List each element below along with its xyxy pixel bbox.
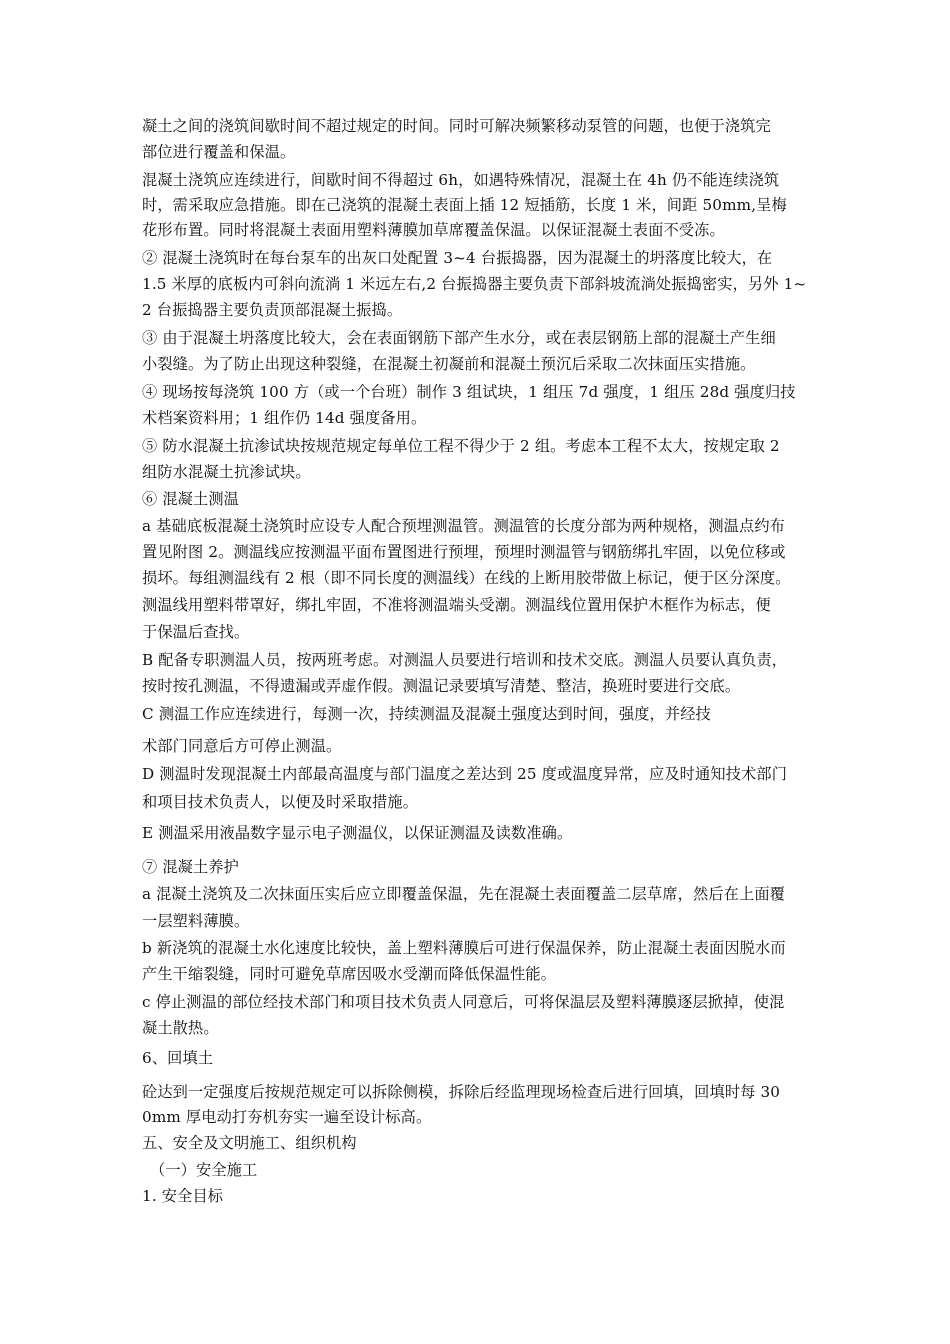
text-line: 凝土散热。 xyxy=(142,1019,219,1037)
text-line: 按时按孔测温，不得遗漏或弄虚作假。测温记录要填写清楚、整洁，换班时要进行交底。 xyxy=(142,677,741,695)
text-line: D 测温时发现混凝土内部最高温度与部门温度之差达到 25 度或温度异常，应及时通知技术部门 xyxy=(142,765,788,783)
text-line: B 配备专职测温人员，按两班考虑。对测温人员要进行培训和技术交底。测温人员要认真负责， xyxy=(142,651,788,669)
text-line: c 停止测温的部位经技术部门和项目技术负责人同意后，可将保温层及塑料薄膜逐层掀掉，使混 xyxy=(142,993,785,1011)
text-line: 混凝土浇筑应连续进行，间歇时间不得超过 6h，如遇特殊情况，混凝土在 4h 仍不能连续浇筑 xyxy=(142,171,780,189)
text-line: E 测温采用液晶数字显示电子测温仪，以保证测温及读数准确。 xyxy=(142,824,573,842)
text-line: 1.5 米厚的底板内可斜向流淌 1 米远左右,2 台振捣器主要负责下部斜坡流淌处振捣密实，另外 1~ xyxy=(142,275,807,293)
subsection-heading: 1. 安全目标 xyxy=(142,1187,224,1205)
text-line: 术部门同意后方可停止测温。 xyxy=(142,737,342,755)
section-heading: 6、回填土 xyxy=(142,1049,214,1067)
text-line: 于保温后查找。 xyxy=(142,623,250,641)
text-line: 2 台振捣器主要负责顶部混凝土振捣。 xyxy=(142,301,403,319)
text-line: 损坏。每组测温线有 2 根（即不同长度的测温线）在线的上断用胶带做上标记，便于区分深度。 xyxy=(142,569,791,587)
text-line: ⑤ 防水混凝土抗渗试块按规范规定每单位工程不得少于 2 组。考虑本工程不太大，按规定取 2 xyxy=(142,437,780,455)
chapter-heading: 五、安全及文明施工、组织机构 xyxy=(142,1134,357,1152)
text-line: 测温线用塑料带罩好，绑扎牢固，不准将测温端头受潮。测温线位置用保护木框作为标志，便 xyxy=(142,596,771,614)
text-line: a 混凝土浇筑及二次抹面压实后应立即覆盖保温，先在混凝土表面覆盖二层草席，然后在上面覆 xyxy=(142,885,786,903)
text-line: 砼达到一定强度后按规范规定可以拆除侧模，拆除后经监理现场检查后进行回填，回填时每 30 xyxy=(142,1083,781,1101)
text-line: ④ 现场按每浇筑 100 方（或一个台班）制作 3 组试块，1 组压 7d 强度，1 组压 28d 强度归技 xyxy=(142,383,796,401)
section-heading: ⑦ 混凝土养护 xyxy=(142,858,240,876)
text-line: 组防水混凝土抗渗试块。 xyxy=(142,463,311,481)
text-line: 凝土之间的浇筑间歇时间不超过规定的时间。同时可解决频繁移动泵管的问题，也便于浇筑完 xyxy=(142,117,771,135)
text-line: a 基础底板混凝土浇筑时应设专人配合预埋测温管。测温管的长度分部为两种规格，测温点约布 xyxy=(142,517,786,535)
text-line: 和项目技术负责人，以便及时采取措施。 xyxy=(142,793,419,811)
text-line: ③ 由于混凝土坍落度比较大，会在表面钢筋下部产生水分，或在表层钢筋上部的混凝土产生细 xyxy=(142,329,776,347)
text-line: 一层塑料薄膜。 xyxy=(142,912,250,930)
text-line: 术档案资料用；1 组作仍 14d 强度备用。 xyxy=(142,409,427,427)
text-line: 花形布置。同时将混凝土表面用塑料薄膜加草席覆盖保温。以保证混凝土表面不受冻。 xyxy=(142,221,725,239)
text-line: 时，需采取应急措施。即在己浇筑的混凝土表面上插 12 短插筋，长度 1 米，间距 50mm,呈梅 xyxy=(142,196,787,214)
text-line: ② 混凝土浇筑时在每台泵车的出灰口处配置 3~4 台振捣器，因为混凝土的坍落度比较大，在 xyxy=(142,249,773,267)
text-line: b 新浇筑的混凝土水化速度比较快，盖上塑料薄膜后可进行保温保养，防止混凝土表面因脱水而 xyxy=(142,939,786,957)
subsection-heading: （一）安全施工 xyxy=(150,1161,258,1179)
text-line: 0mm 厚电动打夯机夯实一遍至设计标高。 xyxy=(142,1108,432,1126)
text-line: 部位进行覆盖和保温。 xyxy=(142,143,296,161)
text-line: 产生干缩裂缝，同时可避免草席因吸水受潮而降低保温性能。 xyxy=(142,965,557,983)
text-line: C 测温工作应连续进行，每测一次，持续测温及混凝土强度达到时间，强度，并经技 xyxy=(142,705,711,723)
section-heading: ⑥ 混凝土测温 xyxy=(142,490,240,508)
text-line: 小裂缝。为了防止出现这种裂缝，在混凝土初凝前和混凝土预沉后采取二次抹面压实措施。 xyxy=(142,355,756,373)
text-line: 置见附图 2。测温线应按测温平面布置图进行预埋，预埋时测温管与钢筋绑扎牢固，以免位移或 xyxy=(142,543,786,561)
